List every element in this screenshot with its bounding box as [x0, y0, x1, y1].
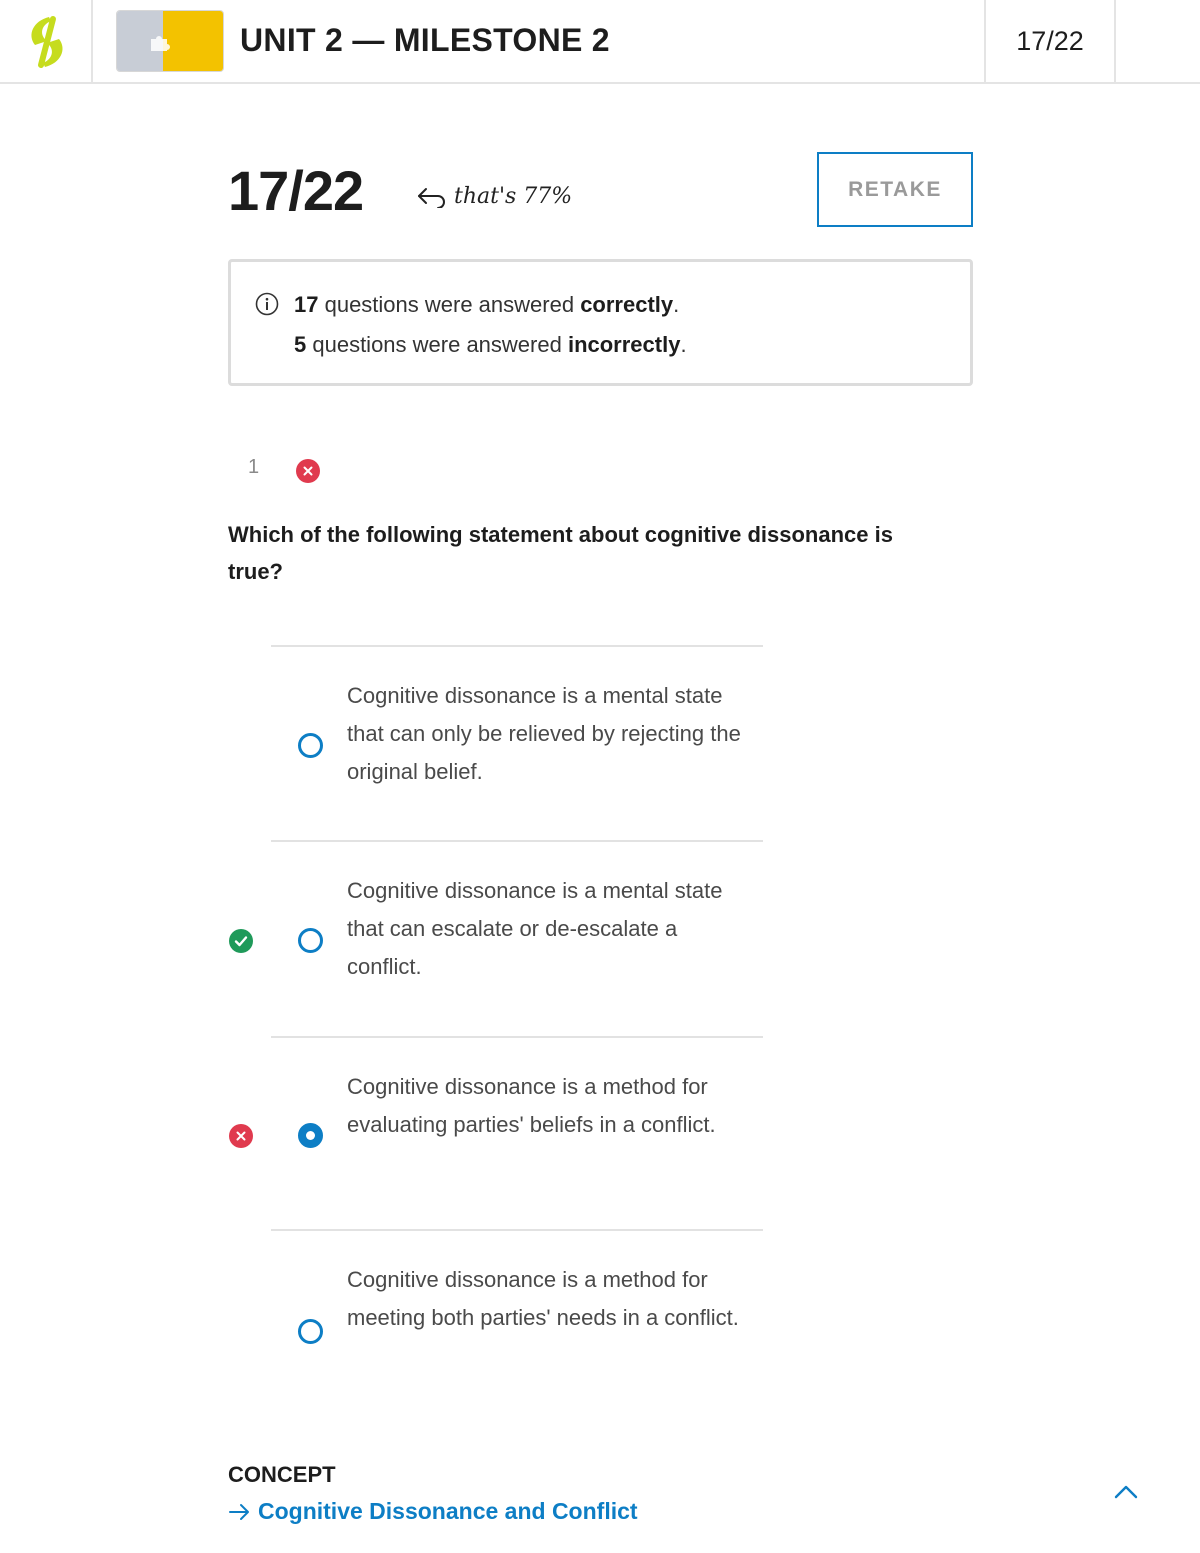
unit-title: UNIT 2 — MILESTONE 2 — [240, 22, 610, 58]
answer-option-1[interactable] — [271, 645, 763, 841]
option-2-radio[interactable] — [298, 928, 323, 953]
option-3-radio-selected[interactable] — [298, 1123, 323, 1148]
percent-note — [416, 184, 572, 209]
incorrect-word: incorrectly — [567, 332, 681, 357]
results-summary — [228, 259, 973, 386]
header-score-cell — [984, 0, 1116, 82]
correct-word: correctly — [580, 292, 674, 317]
incorrect-period: . — [680, 332, 687, 357]
top-bar — [0, 0, 1200, 84]
option-4-text: Cognitive dissonance is a method for meeting both parties' needs in a conflict. — [347, 1267, 739, 1330]
question-text: Which of the following statement about cognitive dissonance is true? — [228, 522, 893, 584]
correct-text: questions were answered — [318, 292, 581, 317]
answer-option-3[interactable] — [271, 1036, 763, 1230]
summary-incorrect-line — [294, 332, 687, 358]
incorrect-count: 5 — [294, 332, 307, 357]
percent-text: that's 77% — [454, 184, 573, 209]
option-1-radio[interactable] — [298, 733, 323, 758]
chevron-up-icon[interactable] — [1112, 1480, 1140, 1504]
concept-link[interactable] — [228, 1498, 638, 1525]
retake-button[interactable]: RETAKE — [817, 152, 973, 227]
question-number: 1 — [248, 456, 260, 478]
puzzle-icon — [149, 31, 171, 53]
concept-label: CONCEPT — [228, 1462, 336, 1487]
arrow-right-icon — [228, 1502, 252, 1522]
incorrect-status-icon — [295, 458, 321, 484]
unit-badge — [116, 10, 224, 72]
incorrect-mark-icon — [228, 1123, 254, 1149]
logo-cell[interactable] — [0, 0, 93, 82]
summary-correct-line — [294, 292, 679, 318]
header-score: 17/22 — [1016, 26, 1084, 56]
answer-option-4[interactable] — [271, 1229, 763, 1409]
answer-option-2[interactable] — [271, 840, 763, 1036]
incorrect-text: questions were answered — [306, 332, 568, 357]
option-1-text: Cognitive dissonance is a mental state that can only be relieved by rejecting the original belief. — [347, 683, 741, 784]
back-arrow-icon — [416, 186, 448, 208]
big-score: 17/22 — [228, 159, 364, 222]
correct-check-icon — [228, 928, 254, 954]
option-3-text: Cognitive dissonance is a method for evaluating parties' beliefs in a conflict. — [347, 1074, 716, 1137]
option-2-text: Cognitive dissonance is a mental state that can escalate or de-escalate a conflict. — [347, 878, 723, 979]
correct-count: 17 — [294, 292, 319, 317]
concept-link-text: Cognitive Dissonance and Conflict — [258, 1498, 638, 1524]
sophia-logo-icon — [25, 15, 69, 69]
option-4-radio[interactable] — [298, 1319, 323, 1344]
info-icon — [255, 292, 279, 316]
correct-period: . — [673, 292, 680, 317]
